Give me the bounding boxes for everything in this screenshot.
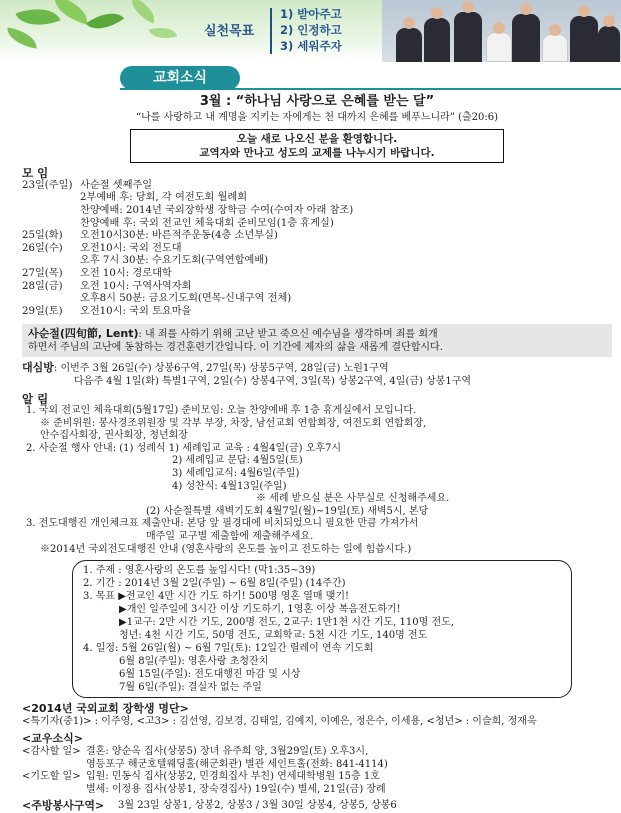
meetings-list (22, 180, 612, 319)
members-news-row: <감사할 일> 결혼: 양순옥 집사(상봉5) 장녀 유주희 양, 3월29일(토) 오후3시, (22, 746, 369, 757)
visitation-label: 대심방 (22, 361, 54, 375)
header-banner (0, 0, 621, 62)
notice-line: 매주일 교구별 제출함에 제출해주세요. (146, 531, 314, 543)
choir-member (454, 12, 482, 62)
month-headline: 3월 : “하나님 사랑으로 은혜를 받는 달” (199, 94, 435, 109)
bible-verse: “나를 사랑하고 내 계명을 지키는 자에게는 천 대까지 은혜를 베푸느니라” (출20:6) (135, 111, 499, 123)
bulletin-content (22, 94, 612, 813)
section-underline (120, 88, 621, 90)
meeting-row: 2부예배 후: 당회, 각 여전도회 월례회 (80, 192, 248, 204)
campaign-line: ▶개인 일주일에 3시간 이상 기도하기, 1영혼 이상 복음전도하기! (119, 604, 401, 616)
notice-line: 4) 성찬식: 4월13일(주일) (172, 480, 287, 492)
notice-line: 안수집사회장, 권사회장, 청년회장 (40, 430, 188, 442)
campaign-line: 6월 8일(주일): 영혼사랑 초청잔치 (119, 656, 269, 668)
goal-item: 3) 세워주자 (280, 39, 342, 53)
visitation-info: 대심방: 이번주 3월 26일(수) 상봉6구역, 27일(목) 상봉5구역, 28일(금) 노원1구역 다음주 4월 1일(화) 특별1구역, 2일(수) 상봉4구역, 3일(목) 상봉2구역, 4일(금) 상봉1구역 (22, 361, 472, 387)
lent-label: 사순절(四旬節, Lent) (28, 327, 139, 341)
lent-info-box (22, 324, 612, 357)
meeting-row: 25일(화) 오전10시30분: 바른적주운동(4층 소년부실) (22, 230, 278, 242)
meeting-row: 27일(목) 오전 10시: 경로대학 (22, 267, 172, 279)
notice-line: ※ 준비위원: 봉사경조위원장 및 각부 부장, 차장, 남선교회 연합회장, 여전도회 연합회장, (40, 417, 427, 429)
members-news-row: 영등포구 해군호텔웨딩홀(해군회관) 별관 세인트홀(전화: 841-4114) (86, 758, 388, 770)
welcome-box (130, 129, 504, 163)
goal-item: 2) 인정하고 (280, 23, 342, 37)
meeting-row: 23일(주일) 사순절 셋째주일 (22, 179, 153, 191)
leaf-decoration (126, 0, 160, 24)
campaign-line: 3. 목표 ▶전교인 4만 시간 기도 하기! 500명 영혼 열매 맺기! (83, 591, 350, 603)
campaign-line: 2. 기간 : 2014년 3월 2일(주일) ~ 6월 8일(주일) (14주간) (83, 578, 346, 590)
choir-member (512, 14, 540, 62)
notice-line: 3. 전도대행진 개인체크표 제출안내: 본당 앞 필경대에 비치되었으니 필요한 만큼 가져가서 (26, 518, 419, 530)
goal-list (280, 6, 342, 54)
notice-line: 2) 세례입교 문답: 4월5일(토) (172, 455, 303, 467)
leaf-decoration (86, 4, 124, 38)
choir-member (598, 26, 620, 62)
notice-line: ※ 세례 받으실 분은 사무실로 신청해주세요. (256, 493, 450, 505)
campaign-line: 청년: 4천 시간 기도, 50명 전도, 교회학교: 5천 시간 기도, 140명 전도 (119, 630, 428, 642)
welcome-line: 교역자와 만나고 성도의 교제를 나누시기 바랍니다. (199, 147, 435, 160)
leaf-decoration (5, 27, 39, 48)
goal-item: 1) 받아주고 (280, 7, 342, 21)
notices-title: 알 림 (22, 391, 49, 406)
scholarship-title: <2014년 국외교회 장학생 명단> (22, 702, 189, 716)
members-news-row: 별세: 이정용 집사(상봉1, 장숙경집사) 19일(수) 별세, 21일(금) 장례 (86, 783, 386, 795)
meeting-row: 29일(토) 오전10시: 국외 토요마을 (22, 305, 192, 317)
evangelism-campaign-box (72, 560, 572, 698)
meeting-row: 오후8시 50분: 금요기도회(면목-신내구역 전체) (80, 293, 292, 305)
scholarship-names: <특기자(중1)> : 이주영, <고3> : 김선영, 김보경, 김태일, 김예지, 이예은, 정은수, 이세용, <청년> : 이슬희, 정재욱 (22, 715, 537, 727)
members-news-title: <교우소식> (22, 732, 83, 746)
notices-list (22, 405, 612, 556)
leaf-decoration (15, 0, 60, 34)
campaign-line: 7월 6일(주일): 결실자 없는 주일 (119, 682, 262, 694)
meeting-row: 찬양예배: 2014년 국외장학생 장학금 수여(수여자 아래 참조) (80, 204, 354, 216)
notice-line: 2. 사순절 행사 안내: (1) 성례식 1) 세례입교 교육 : 4월4일(금) 오후7시 (26, 442, 342, 454)
lent-text: : 내 죄를 사하기 위해 고난 받고 죽으신 예수님을 생각하며 죄를 회개 (138, 329, 438, 341)
campaign-line: 4. 일정: 5월 26일(월) ~ 6월 7일(토): 12일간 릴레이 연속 기도회 (83, 643, 374, 655)
welcome-line: 오늘 새로 나오신 분을 환영합니다. (236, 133, 398, 146)
choir-member (542, 34, 568, 62)
section-title-tab: 교회소식 (120, 66, 240, 90)
kitchen-service-row (22, 800, 612, 813)
meetings-title: 모 임 (22, 166, 49, 181)
campaign-line: ▶1교구: 2만 시간 기도, 200명 전도, 2교구: 1만1천 시간 기도, 110명 전도, (119, 617, 454, 629)
notice-line: ※2014년 국외전도대행진 안내 (영혼사랑의 온도를 높이고 전도하는 일에 힘씁시다.) (40, 543, 412, 555)
leaf-decoration (149, 23, 178, 43)
choir-photo (382, 0, 621, 62)
campaign-line: 1. 주제 : 영혼사랑의 온도를 높입시다! (막1:35~39) (83, 565, 316, 577)
meeting-row: 26일(수) 오전10시: 국외 전도대 (22, 242, 182, 254)
choir-member (570, 16, 598, 62)
goal-label: 실천목표 (204, 24, 255, 39)
lent-text: 하면서 주님의 고난에 동참하는 경건훈련기간입니다. 이 기간에 제자의 삶을 새롭게 결단합시다. (28, 342, 443, 354)
meeting-row: 오후 7시 30분: 수요기도회(구역연합예배) (80, 255, 269, 267)
notice-line: 3) 세례입교식: 4월6일(주일) (172, 468, 300, 480)
members-news-row: <기도할 일> 입원: 민동식 집사(상봉2, 민경희집사 부친) 연세대학병원 15층 1호 (22, 771, 380, 783)
kitchen-service-label: <주방봉사구역> (22, 799, 105, 813)
choir-member (486, 32, 512, 62)
meeting-row: 28일(금) 오전 10시: 구역사역자회 (22, 280, 192, 292)
meeting-row: 찬양예배 후: 국외 전교인 체육대회 준비모임(1층 휴게실) (80, 217, 334, 229)
goal-divider (270, 8, 272, 54)
choir-member (424, 18, 450, 62)
choir-member (396, 28, 422, 62)
campaign-line: 6월 15일(주일): 전도대행진 마감 및 시상 (119, 669, 301, 681)
kitchen-service-text: 3월 23일 상봉1, 상봉2, 상봉3 / 3월 30일 상봉4, 상봉5, 상봉6 (118, 800, 397, 812)
notice-line: (2) 사순절특별 새벽기도회 4월7일(월)~19일(토) 새벽5시, 본당 (146, 505, 429, 517)
notice-line: 1. 국외 전교인 체육대회(5월17일) 준비모임: 오늘 찬양예배 후 1층 휴게실에서 모입니다. (26, 405, 417, 417)
